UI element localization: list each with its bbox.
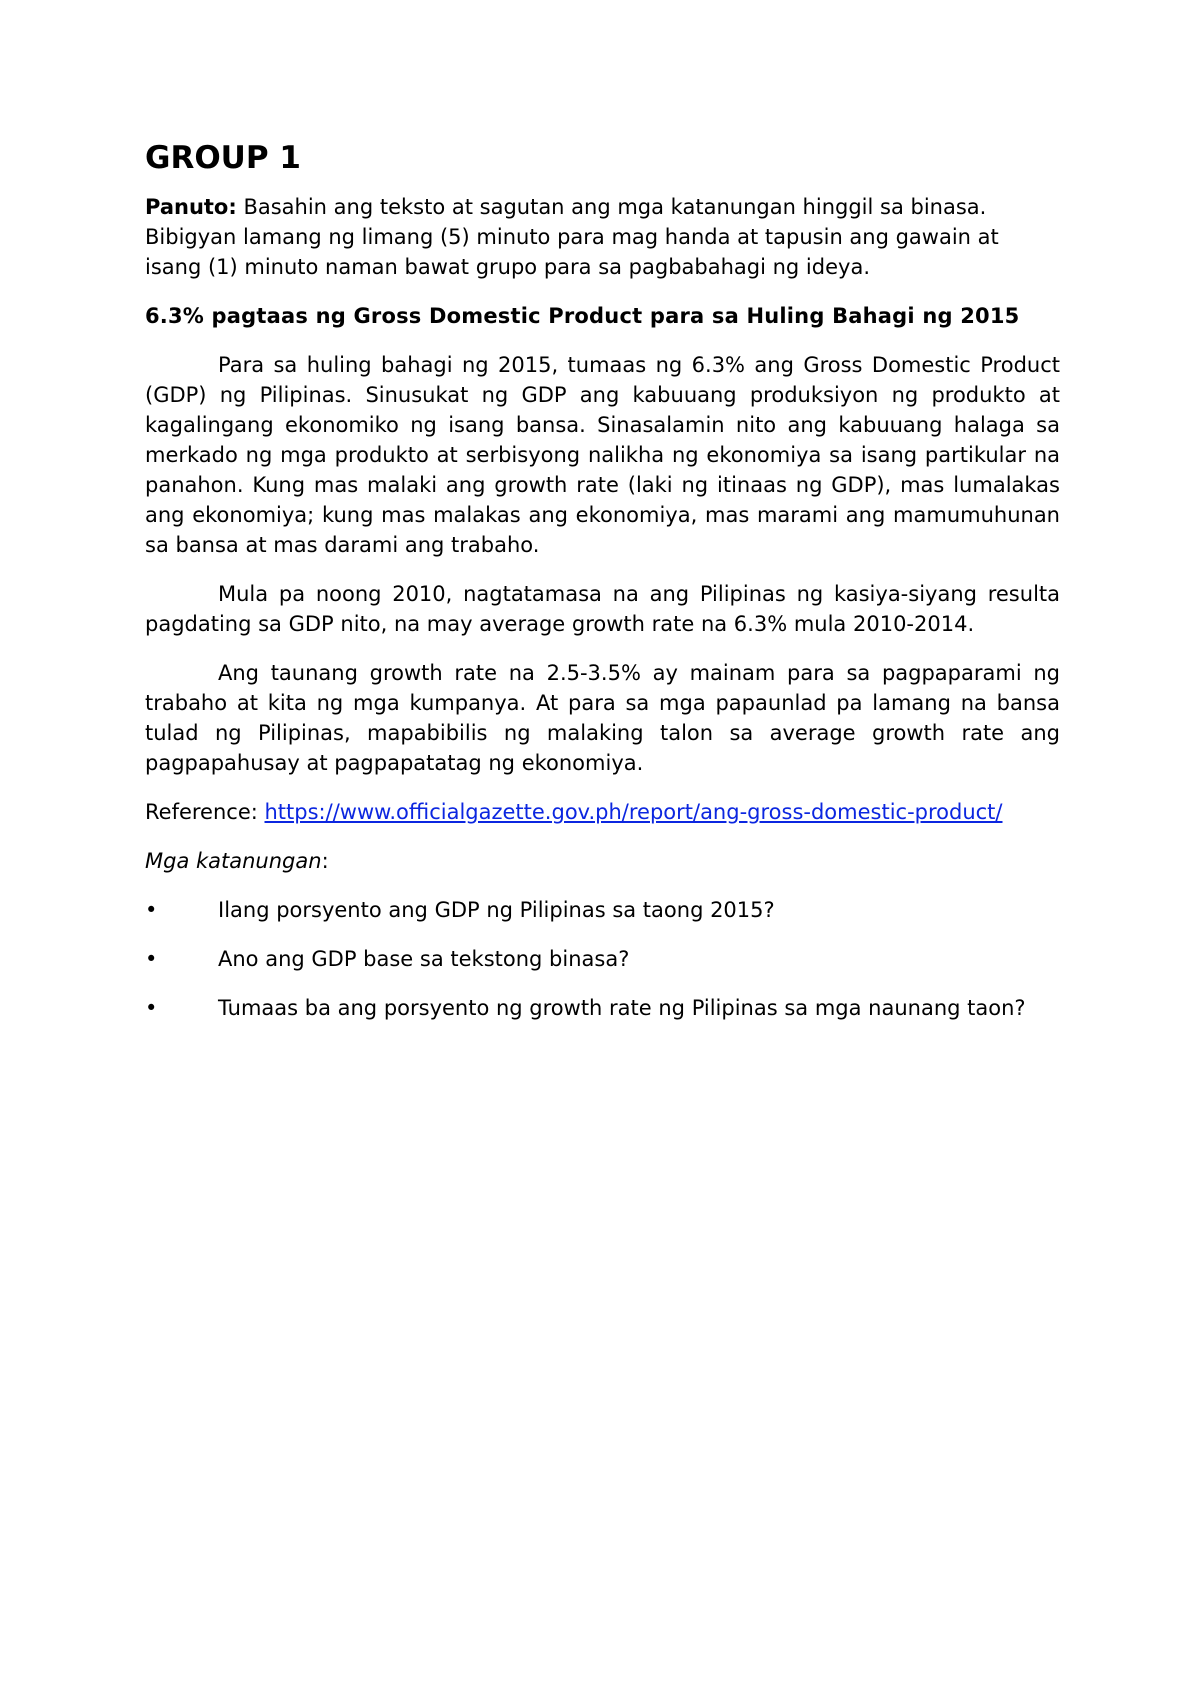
reference: [145, 797, 1060, 827]
group-title: GROUP 1: [145, 140, 301, 176]
question-1: Ilang porsyento ang GDP ng Pilipinas sa taong 2015?: [218, 898, 775, 922]
questions-list: [145, 895, 1060, 1023]
instructions: [145, 192, 1060, 282]
reference-label: Reference:: [145, 800, 265, 824]
reference-link[interactable]: https://www.officialgazette.gov.ph/report/ang-gross-domestic-product/: [264, 800, 1003, 824]
instructions-text: Basahin ang teksto at sagutan ang mga katanungan hinggil sa binasa. Bibigyan lamang ng limang (5) minuto para mag handa at tapusin ang gawain at isang (1) minuto naman bawat grupo para sa pagbabahagi ng ideya.: [145, 195, 999, 279]
questions-heading-text: Mga katanungan: [145, 849, 322, 873]
list-item: [145, 944, 1060, 974]
question-3: Tumaas ba ang porsyento ng growth rate ng Pilipinas sa mga naunang taon?: [218, 996, 1026, 1020]
list-item: [145, 895, 1060, 925]
bullet-icon: •: [145, 898, 158, 922]
bullet-icon: •: [145, 947, 158, 971]
paragraph-3: Ang taunang growth rate na 2.5-3.5% ay mainam para sa pagpaparami ng trabaho at kita ng mga kumpanya. At para sa mga papaunlad pa lamang na bansa tulad ng Pilipinas, mapabibilis ng malaking talon sa average growth rate ang pagpapahusay at pagpapatatag ng ekonomiya.: [145, 661, 1060, 775]
paragraph-1: Para sa huling bahagi ng 2015, tumaas ng 6.3% ang Gross Domestic Product (GDP) ng Pilipinas. Sinusukat ng GDP ang kabuuang produksiyon ng produkto at kagalingang ekonomiko ng isang bansa. Sinasalamin nito ang kabuuang halaga sa merkado ng mga produkto at serbisyong nalikha ng ekonomiya sa isang partikular na panahon. Kung mas malaki ang growth rate (laki ng itinaas ng GDP), mas lumalakas ang ekonomiya; kung mas malakas ang ekonomiya, mas marami ang mamumuhunan sa bansa at mas darami ang trabaho.: [145, 353, 1060, 557]
document-page: [145, 138, 1060, 1042]
list-item: [145, 993, 1060, 1023]
instructions-label: Panuto:: [145, 195, 237, 219]
paragraph-2: Mula pa noong 2010, nagtatamasa na ang Pilipinas ng kasiya-siyang resulta pagdating sa GDP nito, na may average growth rate na 6.3% mula 2010-2014.: [145, 582, 1060, 636]
question-2: Ano ang GDP base sa tekstong binasa?: [218, 947, 630, 971]
article-title: 6.3% pagtaas ng Gross Domestic Product para sa Huling Bahagi ng 2015: [145, 304, 1020, 328]
questions-heading-colon: :: [321, 849, 329, 873]
questions-heading: [145, 846, 1060, 876]
bullet-icon: •: [145, 996, 158, 1020]
